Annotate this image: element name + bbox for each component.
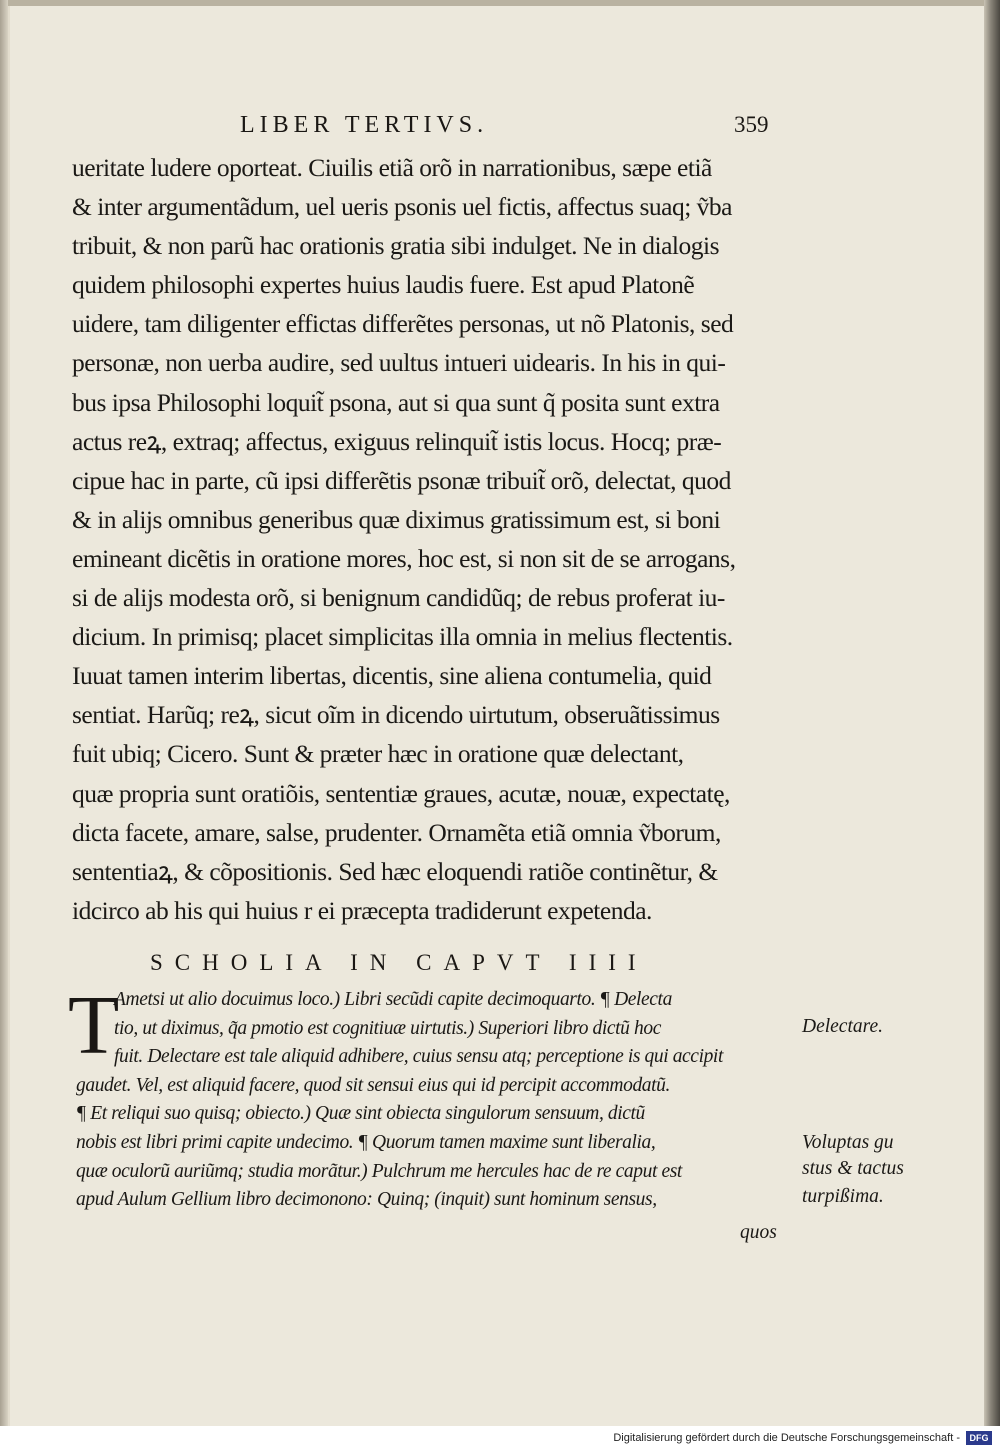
scan-border-right: [984, 0, 1000, 1452]
text-line: si de alijs modesta orõ, si benignum candidũq; de rebus proferat iu-: [72, 583, 725, 613]
catchword: quos: [740, 1222, 777, 1243]
text-line: fuit ubiq; Cicero. Sunt & præter hæc in oratione quæ delectant,: [72, 739, 684, 769]
margin-note: Voluptas gu: [802, 1132, 894, 1153]
text-line: dicta facete, amare, salse, prudenter. Ornamẽta etiã omnia ṽborum,: [72, 817, 721, 847]
margin-note: turpißima.: [802, 1186, 884, 1207]
text-line: tribuit, & non parũ hac orationis gratia sibi indulget. Ne in dialogis: [72, 231, 720, 261]
text-line: quidem philosophi expertes huius laudis fuere. Est apud Platonẽ: [72, 270, 695, 300]
scholia-text-block: [76, 986, 816, 1215]
scholia-heading: SCHOLIA IN CAPVT IIII: [150, 950, 648, 975]
text-line: & in alijs omnibus generibus quæ diximus gratissimum est, si boni: [72, 504, 721, 534]
dfg-logo-icon: DFG: [966, 1431, 992, 1445]
scholia-line: tio, ut diximus, q̃a pmotio est cognitiuæ uirtutis.) Superiori libro dictũ hoc: [114, 1017, 661, 1039]
text-line: actus reꝝ, extraq; affectus, exiguus relinquit̃ istis locus. Hocq; præ-: [72, 426, 722, 456]
scholia-line: ¶ Et reliqui suo quisq; obiecto.) Quæ sint obiecta singulorum sensuum, dictũ: [76, 1103, 645, 1125]
main-text-block: [72, 148, 792, 930]
text-line: idcirco ab his qui huius r ei præcepta tradiderunt expetenda.: [72, 895, 652, 925]
scholia-line: apud Aulum Gellium libro decimonono: Quinq; (inquit) sunt hominum sensus,: [76, 1189, 657, 1211]
margin-note: stus & tactus: [802, 1158, 904, 1179]
text-line: quæ propria sunt oratiõis, sententiæ graues, acutæ, nouæ, expectatę,: [72, 778, 730, 808]
scholia-line: gaudet. Vel, est aliquid facere, quod sit sensui eius qui id percipit accommodatũ.: [76, 1074, 670, 1096]
text-line: emineant dicẽtis in oratione mores, hoc est, si non sit de se arrogans,: [72, 543, 736, 573]
drop-capital: T: [68, 979, 120, 1072]
text-line: cipue hac in parte, cũ ipsi differẽtis psonæ tribuit̃ orõ, delectat, quod: [72, 465, 731, 495]
scholia-line: fuit. Delectare est tale aliquid adhibere, cuius sensu atq; perceptione is qui accipit: [114, 1046, 723, 1068]
text-line: uidere, tam diligenter effictas differẽtes personas, ut nõ Platonis, sed: [72, 309, 734, 339]
text-line: sentiat. Harũq; reꝝ, sicut oĩm in dicendo uirtutum, obseruãtissimus: [72, 700, 720, 730]
text-line: Iuuat tamen interim libertas, dicentis, sine aliena contumelia, quid: [72, 661, 712, 691]
scholia-line: nobis est libri primi capite undecimo. ¶ Quorum tamen maxime sunt liberalia,: [76, 1131, 656, 1153]
text-line: ueritate ludere oporteat. Ciuilis etiã orõ in narrationibus, sæpe etiã: [72, 153, 712, 182]
text-line: sententiaꝝ, & cõpositionis. Sed hæc eloquendi ratiõe continẽtur, &: [72, 856, 718, 886]
text-line: bus ipsa Philosophi loquit̃ psona, aut si qua sunt q̃ posita sunt extra: [72, 387, 720, 417]
text-line: personæ, non uerba audire, sed uultus intueri uidearis. In his in qui-: [72, 348, 726, 378]
text-line: dicium. In primisq; placet simplicitas illa omnia in melius flectentis.: [72, 622, 733, 652]
running-head: LIBER TERTIVS.: [240, 112, 489, 138]
text-line: & inter argumentãdum, uel ueris psonis uel fictis, affectus suaq; ṽba: [72, 192, 732, 222]
scholia-line: quæ oculorũ auriũmq; studia morãtur.) Pulchrum me hercules hac de re caput est: [76, 1160, 682, 1182]
margin-note: Delectare.: [802, 1016, 884, 1037]
funding-credit: Digitalisierung gefördert durch die Deutsche Forschungsgemeinschaft -: [613, 1432, 960, 1444]
scholia-line: Ametsi ut alio docuimus loco.) Libri secũdi capite decimoquarto. ¶ Delecta: [114, 989, 672, 1010]
page-number: 359: [734, 112, 769, 137]
scan-border-left: [0, 0, 8, 1452]
